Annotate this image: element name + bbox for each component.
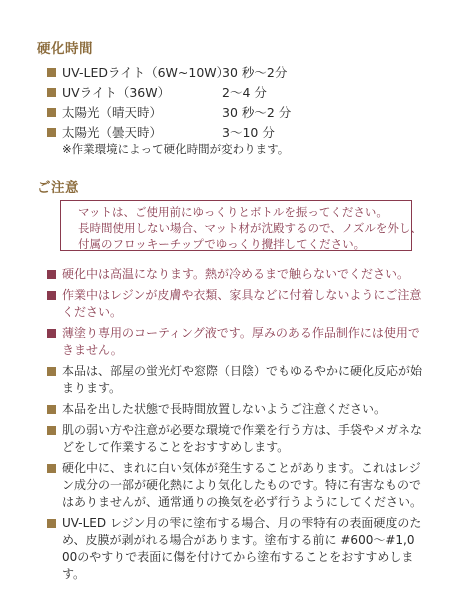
caution-item [47, 325, 422, 359]
curing-time-list [47, 62, 427, 142]
notice-box [60, 200, 422, 251]
square-bullet-icon [47, 367, 56, 376]
caution-heading: ご注意 [37, 180, 79, 196]
square-bullet-icon [47, 128, 56, 137]
caution-text: 薄塗り専用のコーティング液です。厚みのある作品制作には使用できません。 [62, 326, 420, 357]
curing-duration: 30 秒〜2分 [222, 65, 288, 80]
square-bullet-icon [47, 291, 56, 300]
caution-item [47, 287, 422, 321]
light-source: 太陽光（晴天時） [62, 105, 163, 120]
notice-line: 付属のフロッキーチップでゆっくり攪拌してください。 [78, 237, 366, 251]
square-bullet-icon [47, 108, 56, 117]
square-bullet-icon [47, 88, 56, 97]
light-source: UV-LEDライト（6W~10W） [62, 65, 230, 80]
curing-row [47, 62, 427, 82]
square-bullet-icon [47, 405, 56, 414]
caution-text: UV-LED レジン月の雫に塗布する場合、月の雫特有の表面硬度のため、皮膜が剥がれる場合があります。塗布する前に #600〜#1,000のやすりで表面に傷を付けてから塗布することをおすすめします。 [62, 516, 422, 581]
caution-item [47, 460, 422, 511]
caution-list [47, 266, 422, 587]
square-bullet-icon [47, 464, 56, 473]
square-bullet-icon [47, 519, 56, 528]
caution-text: 硬化中は高温になります。熱が冷めるまで触らないでください。 [62, 267, 410, 281]
caution-text: 本品を出した状態で長時間放置しないようご注意ください。 [62, 402, 387, 416]
caution-text: 本品は、部屋の蛍光灯や窓際（日陰）でもゆるやかに硬化反応が始まります。 [62, 364, 423, 395]
square-bullet-icon [47, 329, 56, 338]
curing-duration: 2〜4 分 [222, 85, 267, 100]
curing-row [47, 122, 427, 142]
notice-line: 長時間使用しない場合、マット材が沈殿するので、ノズルを外し、 [78, 221, 422, 235]
caution-item [47, 515, 422, 583]
curing-note: ※作業環境によって硬化時間が変わります。 [62, 142, 290, 156]
caution-item [47, 422, 422, 456]
light-source: 太陽光（曇天時） [62, 125, 163, 140]
caution-item [47, 266, 422, 283]
caution-item [47, 401, 422, 418]
caution-item [47, 363, 422, 397]
square-bullet-icon [47, 270, 56, 279]
caution-text: 肌の弱い方や注意が必要な環境で作業を行う方は、手袋やメガネなどをして作業することをおすすめします。 [62, 423, 423, 454]
square-bullet-icon [47, 68, 56, 77]
curing-duration: 30 秒〜2 分 [222, 105, 292, 120]
curing-row [47, 82, 427, 102]
notice-line: マットは、ご使用前にゆっくりとボトルを振ってください。 [78, 205, 388, 219]
caution-text: 硬化中に、まれに白い気体が発生することがあります。これはレジン成分の一部が硬化熱により気化したものです。特に有害なものではありませんが、通常通りの換気を必ず行うようにしてください。 [62, 461, 423, 509]
square-bullet-icon [47, 426, 56, 435]
curing-duration: 3〜10 分 [222, 125, 275, 140]
light-source: UVライト（36W） [62, 85, 171, 100]
caution-text: 作業中はレジンが皮膚や衣類、家具などに付着しないようにご注意ください。 [62, 288, 422, 319]
curing-row [47, 102, 427, 122]
curing-time-heading: 硬化時間 [37, 41, 93, 57]
